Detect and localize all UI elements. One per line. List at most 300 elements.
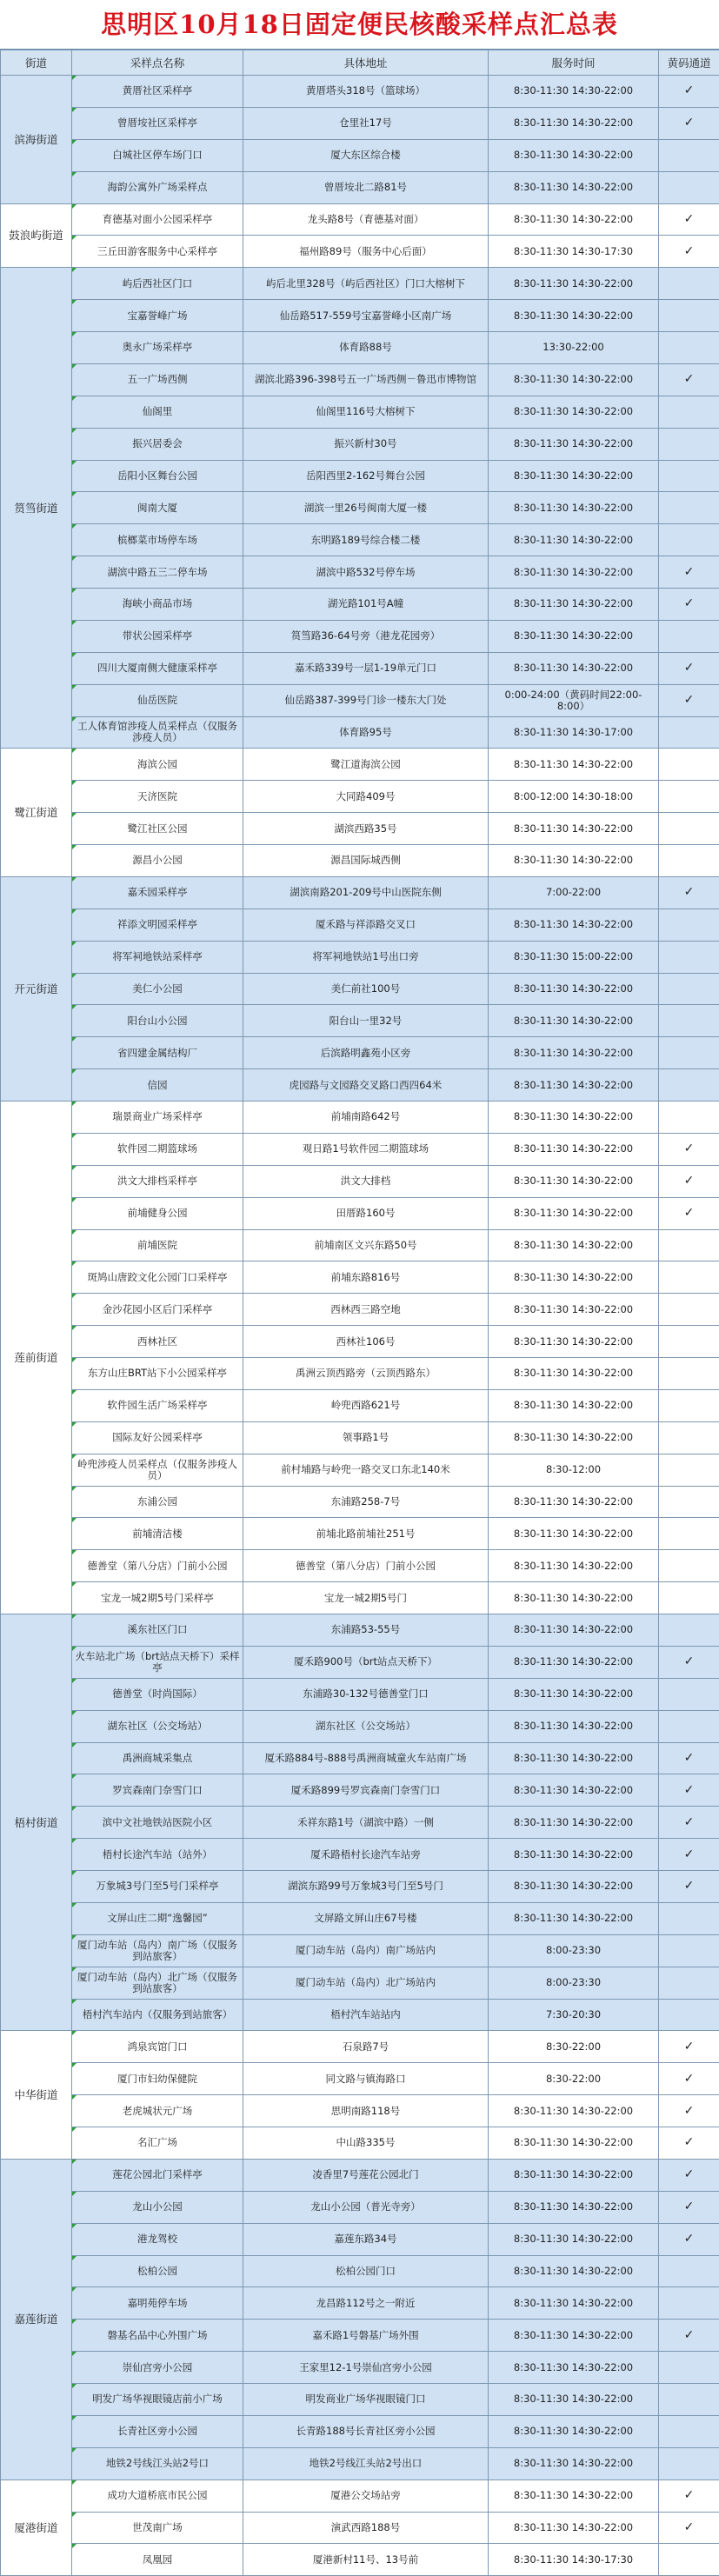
table-row (1, 781, 719, 813)
site-name: 成功大道桥底市民公园 (72, 2479, 243, 2512)
table-row (1, 1326, 719, 1358)
service-time: 8:30-11:30 14:30-22:00 (489, 1197, 659, 1229)
site-address: 屿后北里328号（屿后西社区）门口大榕树下 (243, 268, 489, 300)
site-address: 湖滨西路35号 (243, 813, 489, 845)
service-time: 8:30-11:30 14:30-22:00 (489, 2223, 659, 2255)
site-address: 湖滨东路99号万象城3号门至5号门 (243, 1871, 489, 1903)
site-address: 振兴新村30号 (243, 428, 489, 460)
site-name: 宝嘉誉峰广场 (72, 300, 243, 332)
site-name: 西林社区 (72, 1326, 243, 1358)
street-name: 厦港街道 (1, 2479, 72, 2576)
street-name: 筼筜街道 (1, 268, 72, 749)
site-address: 长青路188号长青社区旁小公园 (243, 2415, 489, 2447)
service-time: 8:30-11:30 14:30-22:00 (489, 171, 659, 203)
site-address: 前埔东路816号 (243, 1261, 489, 1294)
table-row (1, 1294, 719, 1326)
site-name: 美仁小公园 (72, 973, 243, 1005)
street-name: 开元街道 (1, 876, 72, 1101)
table-row (1, 1358, 719, 1390)
table-row (1, 1133, 719, 1165)
site-address: 龙山小公园（普光寺旁） (243, 2191, 489, 2223)
table-row (1, 973, 719, 1005)
table-row (1, 1389, 719, 1421)
site-address: 岭兜西路621号 (243, 1389, 489, 1421)
yellow-channel-check: ✓ (659, 876, 719, 909)
site-address: 阳台山一里32号 (243, 1005, 489, 1037)
service-time: 8:30-11:30 14:30-22:00 (489, 2159, 659, 2191)
site-address: 田厝路160号 (243, 1197, 489, 1229)
header-time: 服务时间 (489, 50, 659, 76)
service-time: 13:30-22:00 (489, 332, 659, 364)
table-row (1, 1165, 719, 1197)
service-time: 8:30-11:30 14:30-22:00 (489, 1294, 659, 1326)
table-row (1, 2479, 719, 2512)
service-time: 7:30-20:30 (489, 1999, 659, 2031)
site-address: 龙昌路112号之一附近 (243, 2287, 489, 2320)
site-name: 瑞景商业广场采样亭 (72, 1102, 243, 1134)
service-time: 8:30-11:30 14:30-22:00 (489, 2320, 659, 2352)
yellow-channel-check (659, 1261, 719, 1294)
yellow-channel-check: ✓ (659, 2095, 719, 2127)
table-body (1, 76, 719, 2576)
site-name: 前埔医院 (72, 1229, 243, 1261)
site-address: 演武西路188号 (243, 2512, 489, 2544)
site-name: 仙岳医院 (72, 684, 243, 716)
table-row (1, 171, 719, 203)
site-name: 省四建金属结构厂 (72, 1037, 243, 1069)
table-row (1, 909, 719, 941)
site-name: 鸿泉宾馆门口 (72, 2031, 243, 2063)
service-time: 8:30-11:30 14:30-22:00 (489, 652, 659, 684)
table-row (1, 2352, 719, 2384)
site-address: 湖滨北路396-398号五一广场西侧－鲁迅市博物馆 (243, 363, 489, 396)
table-row (1, 684, 719, 716)
site-address: 东明路189号综合楼二楼 (243, 524, 489, 556)
yellow-channel-check: ✓ (659, 1742, 719, 1774)
site-name: 岭兜涉疫人员采样点（仅服务涉疫人员） (72, 1454, 243, 1486)
site-address: 体育路95号 (243, 716, 489, 749)
site-name: 育德基对面小公园采样亭 (72, 203, 243, 236)
yellow-channel-check (659, 460, 719, 492)
yellow-channel-check (659, 2287, 719, 2320)
table-row (1, 845, 719, 877)
site-name: 岳阳小区舞台公园 (72, 460, 243, 492)
yellow-channel-check: ✓ (659, 589, 719, 621)
service-time: 8:30-11:30 14:30-22:00 (489, 2127, 659, 2160)
site-address: 明发商业广场华视眼镜门口 (243, 2384, 489, 2416)
table-row (1, 589, 719, 621)
service-time: 8:30-11:30 14:30-22:00 (489, 973, 659, 1005)
site-name: 海韵公寓外广场采样点 (72, 171, 243, 203)
service-time: 8:30-11:30 14:30-22:00 (489, 2384, 659, 2416)
table-row (1, 1839, 719, 1871)
table-row (1, 2191, 719, 2223)
site-address: 凌香里7号莲花公园北门 (243, 2159, 489, 2191)
yellow-channel-check (659, 268, 719, 300)
service-time: 8:30-11:30 14:30-22:00 (489, 1550, 659, 1582)
table-row (1, 2095, 719, 2127)
site-address: 中山路335号 (243, 2127, 489, 2160)
service-time: 8:30-11:30 14:30-22:00 (489, 1678, 659, 1710)
yellow-channel-check: ✓ (659, 1871, 719, 1903)
service-time: 8:30-11:30 14:30-22:00 (489, 1710, 659, 1742)
table-row (1, 813, 719, 845)
service-time: 8:30-11:30 14:30-22:00 (489, 1133, 659, 1165)
site-address: 宝龙一城2期5号门 (243, 1582, 489, 1614)
service-time: 8:30-11:30 14:30-22:00 (489, 2352, 659, 2384)
table-row (1, 396, 719, 428)
table-row (1, 1102, 719, 1134)
site-name: 罗宾森南门奈雪门口 (72, 1774, 243, 1807)
yellow-channel-check (659, 716, 719, 749)
site-address: 仓里社17号 (243, 107, 489, 139)
table-row (1, 1037, 719, 1069)
site-name: 振兴居委会 (72, 428, 243, 460)
site-name: 凤凰园 (72, 2544, 243, 2576)
table-row (1, 76, 719, 108)
yellow-channel-check (659, 1037, 719, 1069)
site-name: 屿后西社区门口 (72, 268, 243, 300)
site-address: 岳阳西里2-162号舞台公园 (243, 460, 489, 492)
site-name: 曾厝垵社区采样亭 (72, 107, 243, 139)
table-row (1, 2287, 719, 2320)
site-address: 厦禾路与祥添路交叉口 (243, 909, 489, 941)
service-time: 8:30-11:30 14:30-22:00 (489, 428, 659, 460)
service-time: 8:30-11:30 15:00-22:00 (489, 941, 659, 973)
site-name: 文屏山庄二期“逸馨园” (72, 1902, 243, 1934)
site-address: 福州路89号（服务中心后面） (243, 236, 489, 268)
site-address: 湖滨中路532号停车场 (243, 556, 489, 589)
table-row (1, 139, 719, 171)
table-row (1, 1582, 719, 1614)
site-address: 观日路1号软件园二期篮球场 (243, 1133, 489, 1165)
service-time: 8:30-11:30 14:30-22:00 (489, 1069, 659, 1102)
yellow-channel-check (659, 973, 719, 1005)
service-time: 8:30-11:30 14:30-17:30 (489, 2544, 659, 2576)
yellow-channel-check (659, 2544, 719, 2576)
table-row (1, 1005, 719, 1037)
service-time: 8:30-11:30 14:30-22:00 (489, 1005, 659, 1037)
service-time: 8:00-23:30 (489, 1967, 659, 1999)
site-address: 嘉莲东路34号 (243, 2223, 489, 2255)
site-address: 厦禾路900号（brt站点天桥下） (243, 1646, 489, 1678)
table-row (1, 556, 719, 589)
site-address: 美仁前社100号 (243, 973, 489, 1005)
yellow-channel-check: ✓ (659, 1807, 719, 1839)
yellow-channel-check: ✓ (659, 363, 719, 396)
table-row (1, 1742, 719, 1774)
site-name: 磐基名品中心外围广场 (72, 2320, 243, 2352)
table-row (1, 2384, 719, 2416)
site-name: 祥添文明园采样亭 (72, 909, 243, 941)
yellow-channel-check: ✓ (659, 2512, 719, 2544)
yellow-channel-check: ✓ (659, 107, 719, 139)
table-row (1, 1518, 719, 1550)
site-address: 禹洲云顶西路旁（云顶西路东） (243, 1358, 489, 1390)
site-name: 白城社区停车场门口 (72, 139, 243, 171)
yellow-channel-check: ✓ (659, 1165, 719, 1197)
yellow-channel-check (659, 2255, 719, 2287)
service-time: 8:30-11:30 14:30-22:00 (489, 1582, 659, 1614)
site-address: 厦禾路884号-888号禹洲商城童火车站南广场 (243, 1742, 489, 1774)
service-time: 8:30-11:30 14:30-22:00 (489, 203, 659, 236)
service-time: 8:30-11:30 14:30-22:00 (489, 460, 659, 492)
table-row (1, 300, 719, 332)
yellow-channel-check: ✓ (659, 2479, 719, 2512)
site-name: 厦门动车站（岛内）北广场（仅服务到站旅客） (72, 1967, 243, 1999)
yellow-channel-check (659, 813, 719, 845)
service-time: 8:30-11:30 14:30-22:00 (489, 1742, 659, 1774)
yellow-channel-check (659, 1102, 719, 1134)
site-address: 禾祥东路1号（湖滨中路）一侧 (243, 1807, 489, 1839)
site-address: 厦大东区综合楼 (243, 139, 489, 171)
service-time: 8:30-11:30 14:30-22:00 (489, 845, 659, 877)
street-name: 鹭江街道 (1, 749, 72, 877)
service-time: 8:00-12:00 14:30-18:00 (489, 781, 659, 813)
yellow-channel-check: ✓ (659, 1197, 719, 1229)
table-row (1, 460, 719, 492)
site-name: 滨中文社地铁站医院小区 (72, 1807, 243, 1839)
site-name: 斑鸠山唐跤文化公园门口采样亭 (72, 1261, 243, 1294)
site-name: 莲花公园北门采样亭 (72, 2159, 243, 2191)
site-name: 长青社区旁小公园 (72, 2415, 243, 2447)
site-address: 源昌国际城西侧 (243, 845, 489, 877)
site-name: 厦门市妇幼保健院 (72, 2063, 243, 2095)
service-time: 8:30-11:30 14:30-22:00 (489, 620, 659, 652)
yellow-channel-check (659, 1582, 719, 1614)
site-name: 嘉明苑停车场 (72, 2287, 243, 2320)
yellow-channel-check: ✓ (659, 76, 719, 108)
table-row (1, 1774, 719, 1807)
site-name: 四川大厦南侧大健康采样亭 (72, 652, 243, 684)
yellow-channel-check: ✓ (659, 1839, 719, 1871)
site-name: 前埔健身公园 (72, 1197, 243, 1229)
service-time: 0:00-24:00（黄码时间22:00-8:00） (489, 684, 659, 716)
header-site: 采样点名称 (72, 50, 243, 76)
table-row (1, 1807, 719, 1839)
yellow-channel-check (659, 1358, 719, 1390)
site-address: 仙岳路387-399号门诊一楼东大门处 (243, 684, 489, 716)
table-row (1, 1486, 719, 1518)
yellow-channel-check: ✓ (659, 652, 719, 684)
table-row (1, 1902, 719, 1934)
page-title: 思明区10月18日固定便民核酸采样点汇总表 (0, 0, 719, 50)
service-time: 8:30-11:30 14:30-22:00 (489, 1229, 659, 1261)
table-row (1, 1999, 719, 2031)
yellow-channel-check (659, 941, 719, 973)
yellow-channel-check: ✓ (659, 236, 719, 268)
header-yellow-channel: 黄码通道 (659, 50, 719, 76)
site-name: 龙山小公园 (72, 2191, 243, 2223)
yellow-channel-check (659, 1518, 719, 1550)
table-row (1, 1710, 719, 1742)
yellow-channel-check (659, 2352, 719, 2384)
table-row (1, 2031, 719, 2063)
header-address: 具体地址 (243, 50, 489, 76)
site-address: 仙阁里116号大榕树下 (243, 396, 489, 428)
service-time: 8:30-11:30 14:30-22:00 (489, 1358, 659, 1390)
yellow-channel-check: ✓ (659, 1646, 719, 1678)
table-row (1, 941, 719, 973)
site-address: 龙头路8号（育德基对面） (243, 203, 489, 236)
table-header (1, 50, 719, 76)
service-time: 8:30-11:30 14:30-22:00 (489, 524, 659, 556)
yellow-channel-check (659, 1069, 719, 1102)
site-address: 思明南路118号 (243, 2095, 489, 2127)
service-time: 8:30-11:30 14:30-22:00 (489, 813, 659, 845)
site-address: 西林社106号 (243, 1326, 489, 1358)
yellow-channel-check (659, 845, 719, 877)
site-address: 同文路与镇海路口 (243, 2063, 489, 2095)
service-time: 8:30-11:30 14:30-17:30 (489, 236, 659, 268)
service-time: 8:30-11:30 14:30-22:00 (489, 1774, 659, 1807)
site-address: 厦门动车站（岛内）北广场站内 (243, 1967, 489, 1999)
yellow-channel-check (659, 1710, 719, 1742)
site-name: 明发广场华视眼镜店前小广场 (72, 2384, 243, 2416)
site-name: 湖东社区（公交场站） (72, 1710, 243, 1742)
site-name: 槟榔菜市场停车场 (72, 524, 243, 556)
site-name: 信园 (72, 1069, 243, 1102)
site-name: 五一广场西侧 (72, 363, 243, 396)
site-address: 后滨路明鑫苑小区旁 (243, 1037, 489, 1069)
site-name: 洪文大排档采样亭 (72, 1165, 243, 1197)
service-time: 8:30-11:30 14:30-22:00 (489, 1518, 659, 1550)
site-address: 湖东社区（公交场站） (243, 1710, 489, 1742)
site-name: 带状公园采样亭 (72, 620, 243, 652)
service-time: 8:30-11:30 14:30-22:00 (489, 1614, 659, 1647)
site-name: 宝龙一城2期5号门采样亭 (72, 1582, 243, 1614)
table-row (1, 1934, 719, 1967)
table-row (1, 2127, 719, 2160)
yellow-channel-check: ✓ (659, 2031, 719, 2063)
site-address: 王家里12-1号崇仙宫旁小公园 (243, 2352, 489, 2384)
site-address: 体育路88号 (243, 332, 489, 364)
yellow-channel-check (659, 492, 719, 524)
site-address: 嘉禾路339号一层1-19单元门口 (243, 652, 489, 684)
site-address: 东浦路30-132号德善堂门口 (243, 1678, 489, 1710)
service-time: 7:00-22:00 (489, 876, 659, 909)
site-name: 海滨公园 (72, 749, 243, 781)
service-time: 8:30-11:30 14:30-22:00 (489, 1326, 659, 1358)
service-time: 8:30-11:30 14:30-22:00 (489, 1839, 659, 1871)
street-name: 滨海街道 (1, 76, 72, 204)
yellow-channel-check: ✓ (659, 684, 719, 716)
table-row (1, 1678, 719, 1710)
table-row (1, 876, 719, 909)
table-row (1, 2512, 719, 2544)
site-name: 崇仙宫旁小公园 (72, 2352, 243, 2384)
site-name: 禹洲商城采集点 (72, 1742, 243, 1774)
service-time: 8:30-11:30 14:30-22:00 (489, 589, 659, 621)
table-row (1, 203, 719, 236)
site-address: 湖滨一里26号闽南大厦一楼 (243, 492, 489, 524)
table-row (1, 620, 719, 652)
site-name: 名汇广场 (72, 2127, 243, 2160)
site-name: 源昌小公园 (72, 845, 243, 877)
service-time: 8:00-23:30 (489, 1934, 659, 1967)
site-address: 曾厝垵北二路81号 (243, 171, 489, 203)
site-name: 世茂南广场 (72, 2512, 243, 2544)
service-time: 8:30-11:30 14:30-22:00 (489, 556, 659, 589)
yellow-channel-check (659, 396, 719, 428)
yellow-channel-check (659, 139, 719, 171)
site-address: 厦港公交场站旁 (243, 2479, 489, 2512)
service-time: 8:30-11:30 14:30-22:00 (489, 1389, 659, 1421)
site-address: 前埔南区文兴东路50号 (243, 1229, 489, 1261)
site-name: 鹭江社区公园 (72, 813, 243, 845)
site-name: 梧村汽车站内（仅服务到站旅客） (72, 1999, 243, 2031)
yellow-channel-check (659, 909, 719, 941)
service-time: 8:30-11:30 14:30-22:00 (489, 363, 659, 396)
site-address: 前村埔路与岭兜一路交叉口东北140米 (243, 1454, 489, 1486)
site-address: 嘉禾路1号磐基广场外围 (243, 2320, 489, 2352)
table-row (1, 2255, 719, 2287)
table-row (1, 2223, 719, 2255)
site-address: 文屏路文屏山庄67号楼 (243, 1902, 489, 1934)
site-address: 湖滨南路201-209号中山医院东侧 (243, 876, 489, 909)
table-row (1, 2447, 719, 2479)
site-address: 厦门动车站（岛内）南广场站内 (243, 1934, 489, 1967)
site-name: 闽南大厦 (72, 492, 243, 524)
table-row (1, 652, 719, 684)
yellow-channel-check (659, 171, 719, 203)
site-address: 西林西三路空地 (243, 1294, 489, 1326)
table-row (1, 363, 719, 396)
site-name: 梧村长途汽车站（站外） (72, 1839, 243, 1871)
site-name: 海峡小商品市场 (72, 589, 243, 621)
yellow-channel-check (659, 1902, 719, 1934)
table-row (1, 1197, 719, 1229)
service-time: 8:30-11:30 14:30-22:00 (489, 107, 659, 139)
street-name: 莲前街道 (1, 1102, 72, 1614)
service-time: 8:30-11:30 14:30-22:00 (489, 1871, 659, 1903)
table-row (1, 1069, 719, 1102)
street-name: 中华街道 (1, 2031, 72, 2160)
site-name: 软件园二期篮球场 (72, 1133, 243, 1165)
service-time: 8:30-11:30 14:30-22:00 (489, 909, 659, 941)
yellow-channel-check (659, 1326, 719, 1358)
table-row (1, 1967, 719, 1999)
table-row (1, 332, 719, 364)
service-time: 8:30-11:30 14:30-22:00 (489, 268, 659, 300)
table-row (1, 1550, 719, 1582)
site-name: 松柏公园 (72, 2255, 243, 2287)
yellow-channel-check: ✓ (659, 2127, 719, 2160)
table-row (1, 1421, 719, 1454)
service-time: 8:30-11:30 14:30-17:00 (489, 716, 659, 749)
table-row (1, 2063, 719, 2095)
site-address: 仙岳路517-559号宝嘉誉峰小区南广场 (243, 300, 489, 332)
service-time: 8:30-11:30 14:30-22:00 (489, 2191, 659, 2223)
yellow-channel-check (659, 620, 719, 652)
yellow-channel-check (659, 2447, 719, 2479)
table-row (1, 1229, 719, 1261)
service-time: 8:30-11:30 14:30-22:00 (489, 1646, 659, 1678)
table-row (1, 1646, 719, 1678)
yellow-channel-check (659, 1421, 719, 1454)
site-name: 港龙驾校 (72, 2223, 243, 2255)
service-time: 8:30-11:30 14:30-22:00 (489, 1486, 659, 1518)
site-address: 筼筜路36-64号旁（港龙花园旁） (243, 620, 489, 652)
yellow-channel-check (659, 1294, 719, 1326)
yellow-channel-check (659, 1389, 719, 1421)
yellow-channel-check (659, 300, 719, 332)
site-address: 德善堂（第八分店）门前小公园 (243, 1550, 489, 1582)
yellow-channel-check (659, 1486, 719, 1518)
service-time: 8:30-11:30 14:30-22:00 (489, 1165, 659, 1197)
site-name: 德善堂（第八分店）门前小公园 (72, 1550, 243, 1582)
site-address: 虎园路与文园路交叉路口西四64米 (243, 1069, 489, 1102)
